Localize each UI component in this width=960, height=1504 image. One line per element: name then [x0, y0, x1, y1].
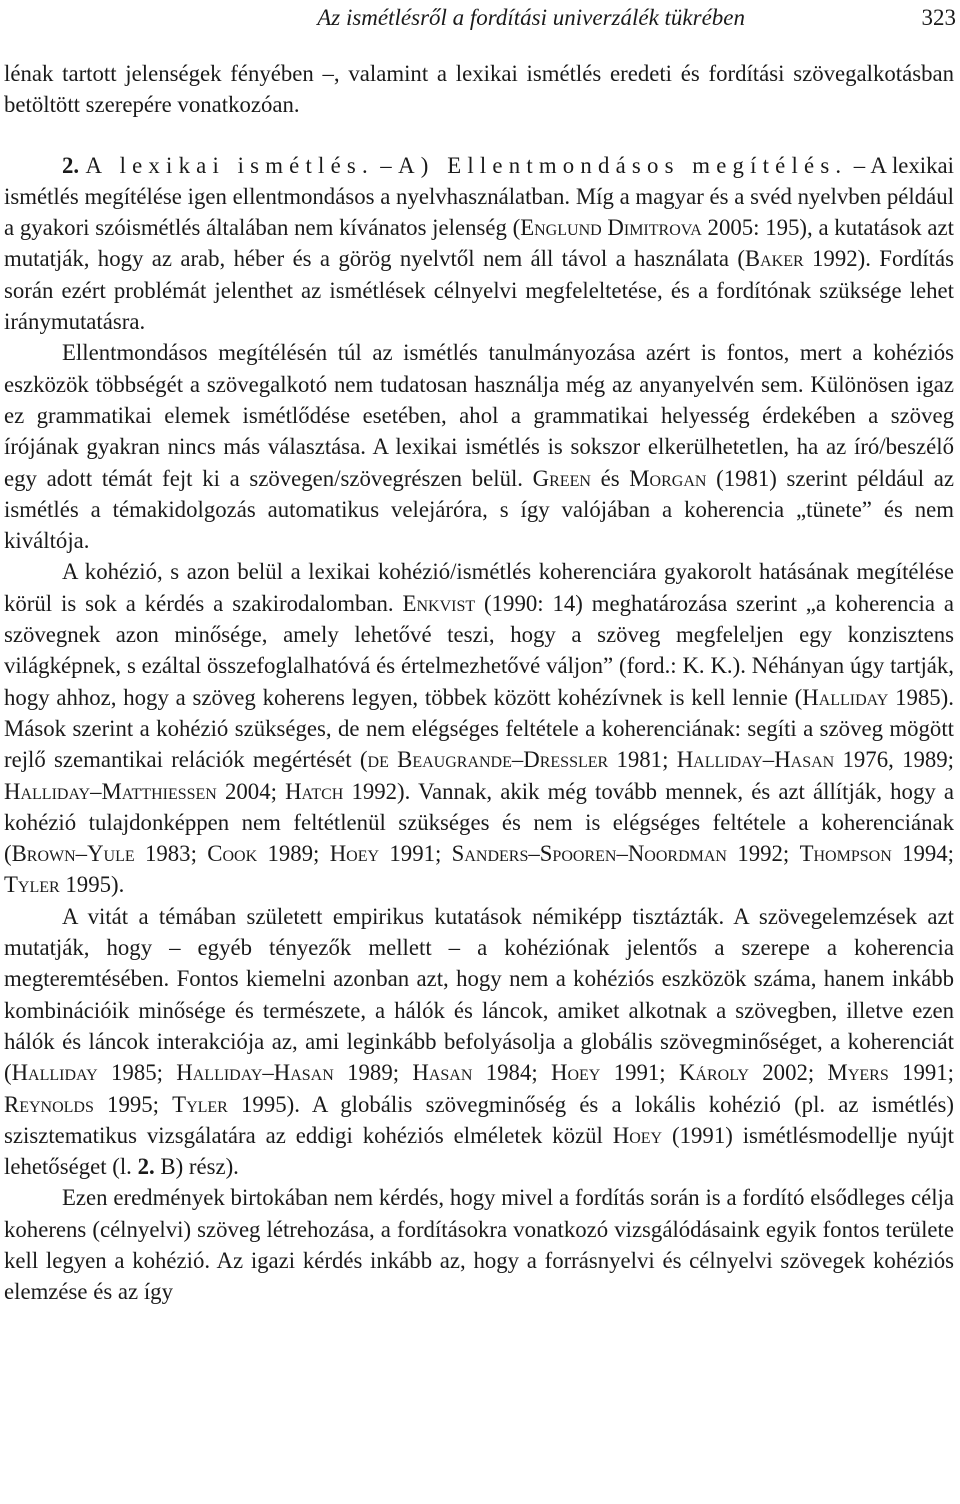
citation-author: Baker [744, 246, 804, 272]
citation-author: Halliday [802, 684, 889, 710]
citation-author: Enkvist [402, 590, 476, 616]
paragraph-text: lénak tartott jelenségek fényében –, valamint a lexikai ismétlés eredeti és fordítási szövegalkotásban betöltött szerepére vonatkozóan. [4, 61, 954, 118]
citation-author: Hatch [285, 778, 344, 804]
citation-author: Sanders–Spooren–Noordman [451, 841, 727, 867]
paragraph-5: A vitát a témában született empirikus kutatások némiképp tisztázták. A szövegelemzések azt mutatják, hogy – egyéb tényezők mellett – a kohéziónak jelentős a szerepe a koherencia megteremtésében. Fontos kiemelni azonban azt, hogy nem a kohéziós eszközök száma, hanem inkább kombinációik minősége és természete, a hálók és láncok, amiket alkotnak a szövegben, illetve ezen hálók és láncok interakciója az, ami leginkább befolyásolja a globális szövegminőséget, a koherenciát (Halliday 1985; Halliday–Hasan 1989; Hasan 1984; Hoey 1991; Károly 2002; Myers 1991; Reynolds 1995; Tyler 1995). A globális szövegminőség és a lokális kohézió (pl. az ismétlés) szisztematikus vizsgálatára az eddigi kohéziós elméletek közül Hoey (1991) ismétlésmodellje nyújt lehetőséget (l. 2. B) rész). [4, 903, 954, 1180]
citation-author: Reynolds [4, 1091, 94, 1117]
paragraph-text: Ezen eredmények birtokában nem kérdés, hogy mivel a fordítás során is a fordító elsődleges célja koherens (célnyelvi) szöveg létrehozása, a fordításokra vonatkozó vizsgálódásaink egyik fontos területe kell legyen a kohézió. Az igazi kérdés inkább az, hogy a forrásnyelvi és célnyelvi szövegek kohéziós elemzése és az így [4, 1185, 954, 1305]
subsection-heading: A) Ellentmondásos megítélés. [398, 152, 848, 178]
citation-author: Brown–Yule [11, 841, 135, 867]
citation-author: Halliday–Hasan [676, 747, 835, 773]
section-reference: 2. [137, 1154, 155, 1180]
citation-author: Cook [207, 841, 258, 867]
citation-author: Tyler [4, 872, 60, 898]
citation-author: Green [532, 465, 591, 491]
citation-author: Halliday–Hasan [176, 1060, 334, 1086]
running-title: Az ismétlésről a fordítási univerzálék tükrében [317, 5, 745, 30]
citation-author: Károly [678, 1060, 749, 1086]
section-heading: A lexikai ismétlés. [85, 152, 374, 178]
citation-author: Myers [827, 1060, 889, 1086]
citation-author: de Beaugrande–Dressler [367, 747, 609, 773]
citation-author: Halliday–Matthiessen [4, 778, 217, 804]
citation-author: Halliday [11, 1060, 98, 1086]
paragraph-2: 2. A lexikai ismétlés. – A) Ellentmondásos megítélés. – A lexikai ismétlés megítélése igen ellentmondásos a nyelvhasználatban. Míg a magyar és a svéd nyelvben például a gyakori szóismétlés általában nem kívánatos jelenség (Englund Dimitrova 2005: 195), a kutatások azt mutatják, hogy az arab, héber és a görög nyelvtől nem áll távol a használata (Baker 1992). Fordítás során ezért problémát jelenthet az ismétlések célnyelvi megfeleltetése, és a fordítónak szüksége lehet iránymutatásra. [4, 152, 954, 335]
citation-author: Hoey [612, 1122, 663, 1148]
citation-author: Hasan [412, 1060, 473, 1086]
citation-author: Morgan [629, 465, 707, 491]
citation-author: Hoey [551, 1060, 601, 1086]
page-number: 323 [921, 5, 956, 30]
citation-author: Englund Dimitrova [520, 215, 702, 241]
citation-author: Thompson [799, 841, 892, 867]
paragraph-4: A kohézió, s azon belül a lexikai kohézió/ismétlés koherenciára gyakorolt hatásának megítélése körül is sok a kérdés a szakirodalomban. Enkvist (1990: 14) meghatározása szerint „a koherencia a szövegnek azon minősége, amely lehetővé teszi, hogy a szöveg megfeleljen egy konzisztens világképnek, s ezáltal összefoglalhatóvá és értelmezhetővé váljon” (ford.: K. K.). Néhányan úgy tartják, hogy ahhoz, hogy a szöveg koherens legyen, többek között kohézívnek is kell lennie (Halliday 1985). Mások szerint a kohézió szükséges, de nem elégséges feltétele a koherenciának: segíti a szöveg mögött rejlő szemantikai relációk megértését (de Beaugrande–Dressler 1981; Halliday–Hasan 1976, 1989; Halliday–Matthiessen 2004; Hatch 1992). Vannak, akik még tovább mennek, és azt állítják, hogy a kohézió tulajdonképpen nem feltétlenül szükséges és nem is elégséges feltétele a koherenciának (Brown–Yule 1983; Cook 1989; Hoey 1991; Sanders–Spooren–Noordman 1992; Thompson 1994; Tyler 1995). [4, 559, 955, 898]
citation-author: Hoey [329, 841, 380, 867]
citation-author: Tyler [172, 1091, 228, 1117]
section-number: 2. [62, 152, 80, 178]
paragraph-3: Ellentmondásos megítélésén túl az ismétlés tanulmányozása azért is fontos, mert a kohéziós eszközök többségét a szövegalkotó nem tudatosan használja még az anyanyelvén sem. Különösen igaz ez grammatikai elemek ismétlődése esetében, ahol a grammatikai helyesség érdekében a szöveg írójának gyakran nincs más választása. A lexikai ismétlés is sokszor elkerülhetetlen, ha az író/beszélő egy adott témát fejt ki a szövegen/szövegrészen belül. Green és Morgan (1981) szerint például az ismétlés a témakidolgozás automatikus velejáróra, s így valójában a koherencia „tünete” és nem kiváltója. [4, 340, 954, 554]
body-text [4, 58, 954, 1308]
paragraph-6 [4, 1182, 954, 1307]
paragraph-1 [4, 58, 954, 121]
running-head [0, 2, 960, 34]
